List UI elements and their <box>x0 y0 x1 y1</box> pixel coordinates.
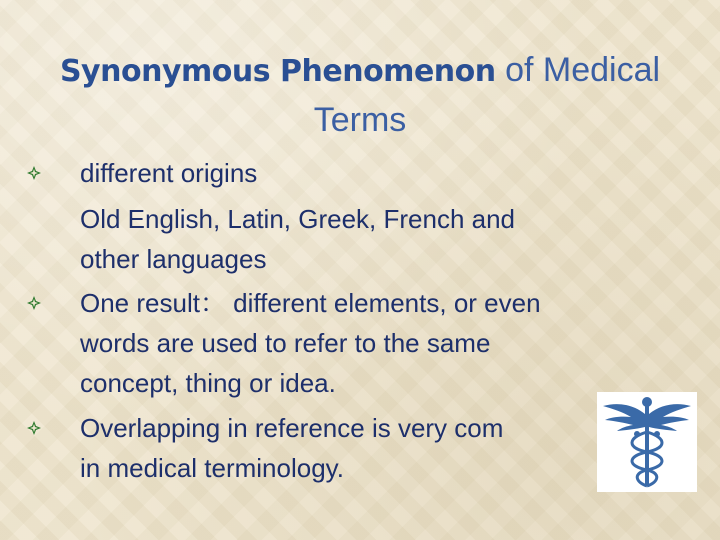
bullet-1-line-2: Old English, Latin, Greek, French and <box>80 204 516 234</box>
bullet-2-line-2: words are used to refer to the same <box>80 328 491 358</box>
bullet-1-line-1: different origins <box>80 158 258 188</box>
bullet-2-line-3: concept, thing or idea. <box>80 368 336 398</box>
bullet-3-line-1: Overlapping in reference is very com <box>80 413 504 443</box>
caduceus-logo-icon <box>597 392 697 492</box>
diamond-bullet-icon <box>26 165 42 181</box>
diamond-bullet-icon <box>26 295 42 311</box>
title-line-2: Terms <box>313 101 407 139</box>
bullet-1-line-3: other languages <box>80 244 267 274</box>
diamond-bullet-icon <box>26 420 42 436</box>
bullet-3-line-2: in medical terminology. <box>80 453 344 483</box>
slide-title <box>0 46 720 144</box>
title-regular-part: of Medical <box>495 51 661 89</box>
title-bold-part: Synonymous Phenomenon <box>59 54 496 89</box>
bullet-2-line-1: One result： different elements, or even <box>80 288 541 318</box>
